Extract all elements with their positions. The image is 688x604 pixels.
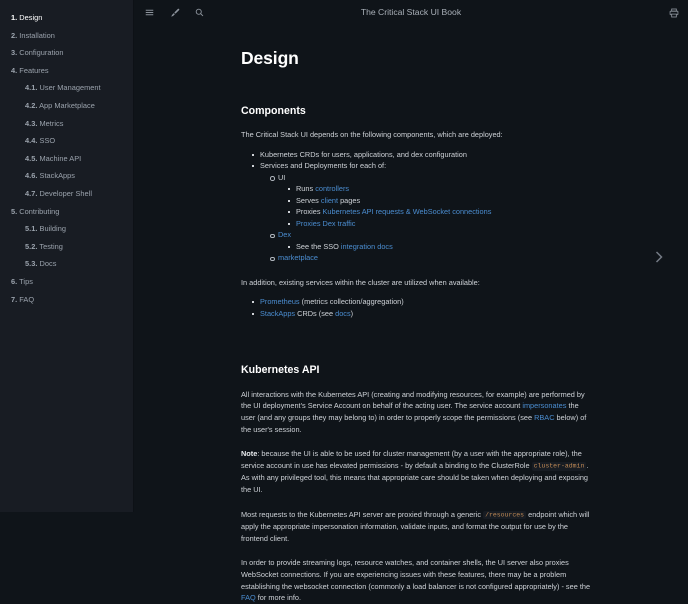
list-item [296, 183, 593, 195]
list-item-label: Services and Deployments for each of: [260, 161, 387, 171]
toc-item-label: Configuration [19, 48, 64, 58]
list-item [296, 218, 593, 230]
note-label: Note [241, 449, 258, 459]
impersonates-link[interactable]: impersonates [522, 401, 567, 411]
toc-item-label: App Marketplace [39, 101, 95, 111]
dex-detail-list [278, 241, 593, 253]
sidebar-item-developer-shell[interactable] [0, 185, 133, 203]
toc-item-number: 4.4. [25, 136, 38, 146]
note-text-b: . As with any privileged tool, this means that appropriate care should be taken when deploying and exposing the UI. [241, 460, 589, 495]
list-item [260, 160, 593, 264]
toc-item-number: 5.3. [25, 259, 38, 269]
chevron-right-icon [654, 250, 664, 269]
toc-item-number: 1. [11, 13, 18, 23]
serves-prefix: Serves [296, 195, 321, 205]
toc-item-label: FAQ [19, 294, 35, 304]
sidebar-item-testing[interactable] [0, 238, 133, 256]
toc-item-number: 4.7. [25, 189, 38, 199]
prometheus-link[interactable]: Prometheus [260, 297, 300, 307]
sidebar-item-tips[interactable] [0, 273, 133, 291]
list-item [260, 149, 593, 161]
book-title: The Critical Stack UI Book [360, 7, 462, 18]
toc-item-label: Docs [39, 259, 57, 269]
toc-item-number: 4.6. [25, 171, 38, 181]
toc-item-label: Building [39, 224, 66, 234]
toc-item-number: 6. [11, 277, 18, 286]
prometheus-rest: (metrics collection/aggregation) [299, 297, 404, 307]
services-sublist [260, 172, 593, 264]
toc-item-number: 5. [11, 206, 18, 216]
top-toolbar [134, 0, 688, 25]
rbac-link[interactable]: RBAC [534, 413, 555, 423]
toolbar-left-icons [143, 6, 206, 19]
hamburger-menu-icon[interactable] [143, 6, 156, 19]
client-link[interactable]: client [320, 195, 339, 205]
chapter-content [241, 50, 593, 604]
list-item [296, 241, 593, 253]
next-chapter-button[interactable] [650, 248, 668, 270]
sidebar-item-installation[interactable] [0, 27, 133, 45]
existing-services-list [241, 296, 593, 319]
p3-text-b: endpoint which will apply the appropriate impersonation information, validate inputs, and format the output for use by the frontend client. [241, 509, 590, 543]
list-item [260, 296, 593, 308]
p3-text-a: Most requests to the Kubernetes API server are proxied through a generic [241, 509, 484, 519]
k8s-api-websocket-link[interactable]: Kubernetes API requests & WebSocket connections [322, 207, 492, 217]
list-item [296, 206, 593, 218]
toc-item-number: 4.3. [25, 118, 38, 128]
sidebar-item-configuration[interactable] [0, 44, 133, 62]
p4-text-a: In order to provide streaming logs, resource watches, and container shells, the UI server also proxies WebSocket connections. If you are experiencing issues with these features, there may be a problem establishing the websocket connection (commonly a load balancer is not configured appropriately) - see the [241, 558, 591, 591]
toc-item-number: 3. [11, 48, 18, 58]
k8s-paragraph-note [241, 448, 593, 495]
toc-item-label: Installation [19, 30, 55, 40]
addition-intro-paragraph: In addition, existing services within the cluster are utilized when available: [241, 277, 480, 287]
list-item-label: Kubernetes CRDs for users, applications, and dex configuration [260, 149, 467, 159]
dex-link[interactable]: Dex [278, 230, 292, 240]
p1-text-b: the user (and any groups they may belong to) in order to properly scope the permissions (see [241, 401, 579, 423]
toc-item-number: 4.5. [25, 153, 38, 163]
proxies-dex-traffic-link[interactable]: Proxies Dex traffic [296, 218, 356, 228]
stackapps-link[interactable]: StackApps [260, 308, 296, 318]
toc-item-number: 4.2. [25, 101, 38, 111]
printer-icon[interactable] [667, 6, 680, 19]
resources-endpoint-code: /resources [485, 511, 525, 519]
toc-item-label: Metrics [39, 118, 64, 128]
toc-item-label: Features [19, 65, 49, 75]
note-text-a: : because the UI is able to be used for cluster management (by a user with the appropriate role), the service account in use has elevated permissions - by default a binding to the ClusterRole [241, 449, 582, 470]
list-item-ui [278, 172, 593, 230]
runs-prefix: Runs [296, 184, 316, 194]
k8s-paragraph-1 [241, 389, 593, 435]
k8s-paragraph-resources [241, 509, 593, 545]
list-item [296, 195, 593, 207]
main-column [134, 0, 688, 603]
sidebar-item-contributing[interactable] [0, 203, 133, 221]
components-list [241, 149, 593, 264]
toc-item-label: Testing [39, 241, 63, 251]
sidebar-item-stackapps[interactable] [0, 167, 133, 185]
toc-item-label: User Management [39, 83, 101, 93]
sidebar-item-user-management[interactable] [0, 79, 133, 97]
sidebar-item-machine-api[interactable] [0, 150, 133, 168]
toc-item-label: Design [19, 13, 43, 23]
sidebar-item-building[interactable] [0, 220, 133, 238]
p4-text-b: for more info. [255, 593, 302, 603]
toolbar-right-icons [667, 6, 680, 19]
toc-item-label: Machine API [39, 153, 82, 163]
serves-suffix: pages [338, 195, 361, 205]
components-intro-paragraph: The Critical Stack UI depends on the following components, which are deployed: [241, 130, 503, 140]
sidebar-item-design[interactable] [0, 9, 133, 27]
toc-item-label: Contributing [19, 206, 60, 216]
sso-prefix: See the SSO [296, 241, 341, 251]
ui-detail-list [278, 183, 593, 229]
toc-item-label: Tips [19, 277, 33, 286]
controllers-link[interactable]: controllers [315, 184, 350, 194]
integration-docs-link[interactable]: integration docs [340, 241, 393, 251]
toc-item-number: 4. [11, 65, 18, 75]
sidebar-item-sso[interactable] [0, 132, 133, 150]
page-scroll-area[interactable] [134, 25, 688, 603]
sidebar-item-features[interactable] [0, 62, 133, 80]
p1-text-c: below) of the user's session. [241, 413, 587, 434]
toc-item-number: 5.1. [25, 224, 38, 234]
paintbrush-icon[interactable] [168, 6, 181, 19]
toc-item-number: 5.2. [25, 241, 38, 251]
toc-item-number: 2. [11, 30, 18, 40]
proxies-prefix: Proxies [296, 207, 323, 217]
stackapps-end: ) [350, 308, 354, 318]
faq-link[interactable]: FAQ [241, 593, 256, 603]
section-heading-components: Components [241, 104, 306, 117]
search-icon[interactable] [193, 6, 206, 19]
page-title: Design [241, 48, 299, 68]
toc-item-number: 4.1. [25, 83, 38, 93]
toc-item-number: 7. [11, 294, 18, 304]
toc-item-label: Developer Shell [39, 189, 92, 199]
list-item-dex [278, 229, 593, 252]
stackapps-docs-link[interactable]: docs [335, 308, 351, 318]
stackapps-mid: CRDs (see [295, 308, 336, 318]
toc-list [0, 9, 133, 308]
marketplace-link[interactable]: marketplace [278, 253, 318, 263]
p1-text-a: All interactions with the Kubernetes API (creating and modifying resources, for example) are performed by the UI deployment's Service Account on behalf of the acting user. The service account [241, 389, 585, 411]
toc-item-label: SSO [39, 136, 56, 146]
sidebar-toc[interactable] [0, 0, 134, 512]
section-heading-kubernetes-api: Kubernetes API [241, 364, 320, 377]
toc-item-label: StackApps [39, 171, 76, 181]
list-item [260, 308, 593, 320]
sidebar-item-metrics[interactable] [0, 115, 133, 133]
sidebar-item-docs[interactable] [0, 255, 133, 273]
list-item-marketplace [278, 252, 593, 264]
cluster-admin-code: cluster-admin [533, 462, 585, 470]
ui-label: UI [278, 172, 286, 182]
sidebar-item-faq[interactable] [0, 291, 133, 309]
k8s-paragraph-websocket [241, 557, 593, 603]
sidebar-item-app-marketplace[interactable] [0, 97, 133, 115]
